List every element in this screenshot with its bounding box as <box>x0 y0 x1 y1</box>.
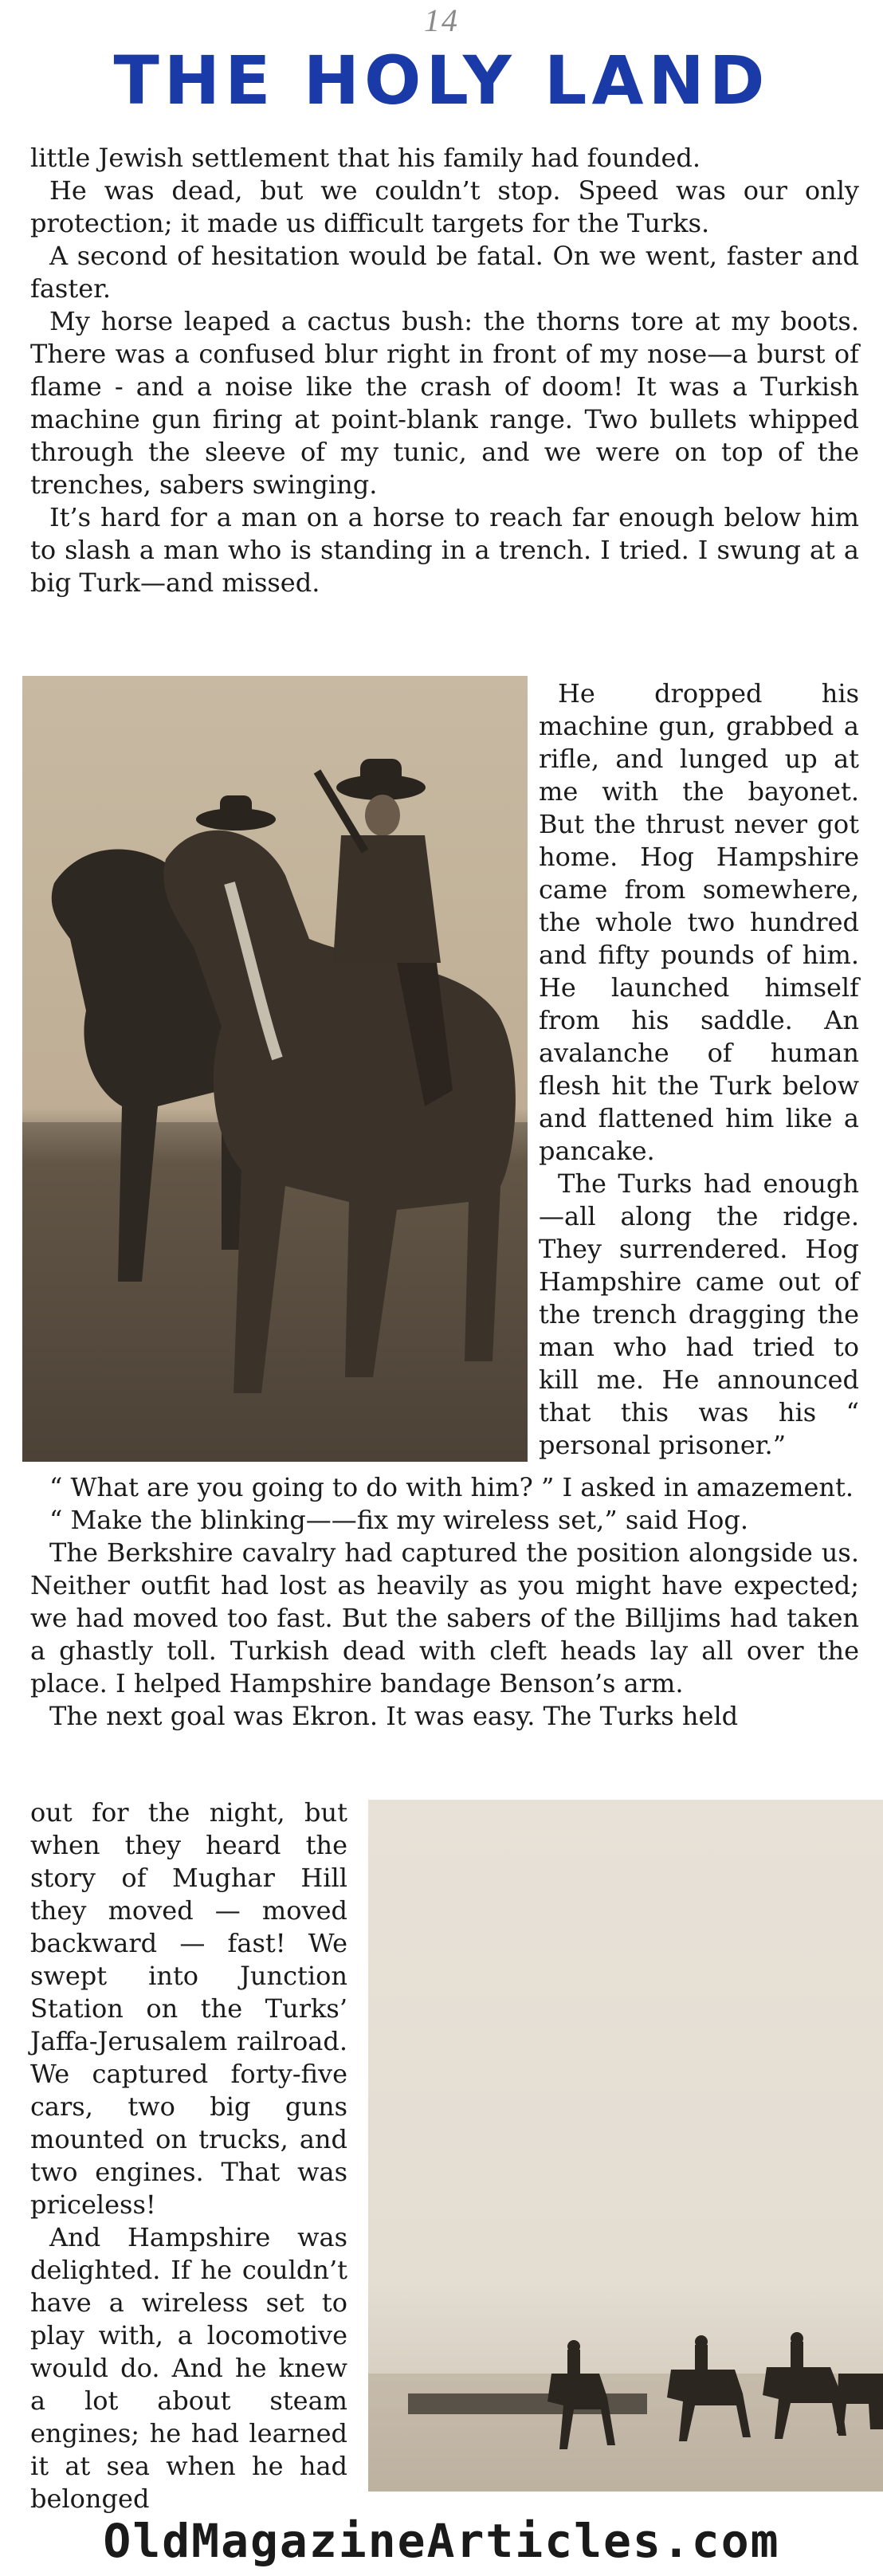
paragraph: The Berkshire cavalry had captured the position alongside us. Neither outfit had lost as heavily as you might have expected; we had moved too fast. But the sabers of the Billjims had taken a ghastly toll. Turkish dead with cleft heads lay all over the place. I helped Hampshire bandage Benson’s arm. <box>30 1537 859 1698</box>
paragraph: A second of hesitation would be fatal. On we went, faster and faster. <box>30 241 859 304</box>
desert-cavalry-illustration <box>368 1800 883 2492</box>
paragraph: And Hampshire was delighted. If he couldn’t have a wireless set to play with, a locomotive would do. And he knew a lot about steam engines; he had learned it at sea when he had belonged <box>30 2222 347 2514</box>
paragraph: “ Make the blinking——fix my wireless set,” said Hog. <box>49 1505 749 1535</box>
paragraph: He was dead, but we couldn’t stop. Speed was our only protection; it made us difficult targets for the Turks. <box>30 175 859 238</box>
desert-cavalry-photo <box>368 1800 883 2492</box>
article-body-middle <box>30 1471 859 1733</box>
paragraph: out for the night, but when they heard the story of Mughar Hill they moved — moved backward — fast! We swept into Junction Station on the Turks’ Jaffa-Jerusalem railroad. We captured forty-five cars, two big guns mounted on trucks, and two engines. That was priceless! <box>30 1797 347 2220</box>
site-watermark: OldMagazineArticles.com <box>103 2514 780 2568</box>
article-body-right-column <box>539 677 859 1462</box>
paragraph: The Turks had enough—all along the ridge. They surrendered. Hog Hampshire came out of the trench dragging the man who had tried to kill me. He announced that this was his “ personal prisoner.” <box>539 1168 859 1460</box>
paragraph: My horse leaped a cactus bush: the thorns tore at my boots. There was a confused blur right in front of my nose—a burst of flame - and a noise like the crash of doom! It was a Turkish machine gun firing at point-blank range. Two bullets whipped through the sleeve of my tunic, and we were on top of the trenches, sabers swinging. <box>30 306 859 500</box>
paragraph: little Jewish settlement that his family had founded. <box>30 143 701 173</box>
article-body-top <box>30 142 859 599</box>
cavalry-illustration <box>22 676 528 1462</box>
paragraph: He dropped his machine gun, grabbed a rifle, and lunged up at me with the bayonet. But the thrust never got home. Hog Hampshire came from somewhere, the whole two hundred and fifty pounds of him. He launched himself from his saddle. An avalanche of human flesh hit the Turk below and flattened him like a pancake. <box>539 678 859 1166</box>
paragraph: “ What are you going to do with him? ” I asked in amazement. <box>49 1472 854 1502</box>
paragraph: The next goal was Ekron. It was easy. The Turks held <box>49 1701 739 1731</box>
page-title: THE HOLY LAND <box>113 41 770 120</box>
paragraph: It’s hard for a man on a horse to reach far enough below him to slash a man who is standing in a trench. I tried. I swung at a big Turk—and missed. <box>30 502 859 598</box>
cavalry-photo <box>22 676 528 1462</box>
article-body-left-column <box>30 1797 347 2515</box>
page-number: 14 <box>424 2 459 38</box>
